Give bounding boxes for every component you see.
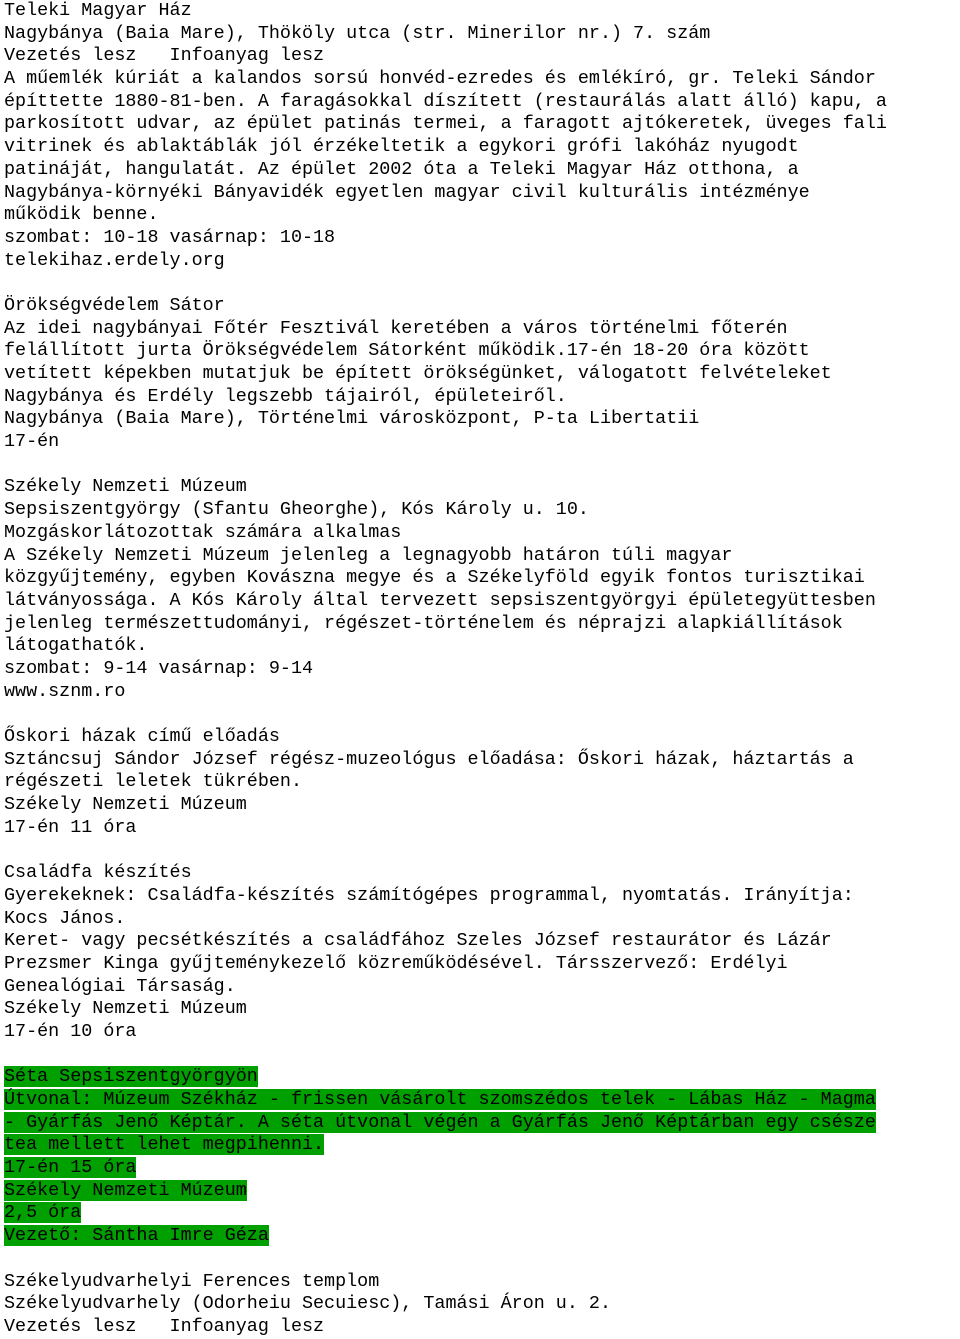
event-description: vitrinek és ablaktáblák jól érzékeltetik a egykori grófi lakóház nyugodt — [4, 136, 799, 158]
event-info: Vezetés lesz Infoanyag lesz — [4, 1315, 325, 1337]
spacer — [4, 272, 960, 295]
event-duration — [4, 1202, 960, 1225]
event-website: telekihaz.erdely.org — [4, 249, 225, 271]
event-seta-sepsiszentgyorgyon — [4, 1066, 960, 1248]
event-description: régészeti leletek tükrében. — [4, 771, 302, 793]
event-oroksegvedelem-sator — [4, 295, 960, 454]
highlighted-text: - Gyárfás Jenő Képtár. A séta útvonal végén a Gyárfás Jenő Képtárban egy csésze — [4, 1111, 876, 1133]
event-title: Őskori házak című előadás — [4, 726, 280, 747]
highlighted-text: Útvonal: Múzeum Székház - frissen vásárolt szomszédos telek - Lábas Ház - Magma — [4, 1089, 876, 1110]
event-address: Nagybánya (Baia Mare), Történelmi városközpont, P-ta Libertatii — [4, 408, 700, 430]
event-hours: szombat: 10-18 vasárnap: 10-18 — [4, 226, 336, 248]
event-date: 17-én — [4, 431, 60, 453]
event-description: Genealógiai Társaság. — [4, 975, 236, 997]
event-venue — [4, 1180, 960, 1203]
event-szekely-nemzeti-muzeum — [4, 476, 960, 703]
highlighted-text: Vezető: Sántha Imre Géza — [4, 1225, 269, 1247]
event-accessibility: Mozgáskorlátozottak számára alkalmas — [4, 521, 402, 543]
event-date: 17-én 11 óra — [4, 816, 137, 838]
spacer — [4, 703, 960, 726]
spacer — [4, 839, 960, 862]
event-description: Gyerekeknek: Családfa-készítés számítógépes programmal, nyomtatás. Irányítja: — [4, 884, 854, 906]
event-title: Teleki Magyar Ház — [4, 0, 192, 21]
highlighted-text: Séta Sepsiszentgyörgyön — [4, 1066, 258, 1088]
highlighted-text: 17-én 15 óra — [4, 1157, 137, 1179]
event-route — [4, 1112, 960, 1135]
event-ferences-templom — [4, 1271, 960, 1339]
event-hours: szombat: 9-14 vasárnap: 9-14 — [4, 657, 314, 679]
event-description: jelenleg természettudományi, régészet-történelem és néprajzi alapkiállítások — [4, 612, 843, 634]
event-title: Örökségvédelem Sátor — [4, 294, 225, 316]
event-teleki-magyar-haz — [4, 0, 960, 272]
event-description: építtette 1880-81-ben. A faragásokkal díszített (restaurálás alatt álló) kapu, a — [4, 90, 887, 112]
event-description: Nagybánya és Erdély legszebb tájairól, épületeiről. — [4, 385, 567, 407]
event-address: Székelyudvarhely (Odorheiu Secuiesc), Tamási Áron u. 2. — [4, 1293, 611, 1315]
event-description: Nagybánya-környéki Bányavidék egyetlen magyar civil kulturális intézménye — [4, 181, 810, 203]
event-info: Vezetés lesz Infoanyag lesz — [4, 45, 325, 67]
event-description: közgyűjtemény, egyben Kovászna megye és a Székelyföld egyik fontos turisztikai — [4, 567, 865, 589]
spacer — [4, 454, 960, 477]
event-description: A műemlék kúriát a kalandos sorsú honvéd-ezredes és emlékíró, gr. Teleki Sándor — [4, 68, 876, 90]
event-website: www.sznm.ro — [4, 680, 126, 702]
highlighted-text: tea mellett lehet megpihenni. — [4, 1134, 325, 1156]
event-description: Keret- vagy pecsétkészítés a családfához Szeles József restaurátor és Lázár — [4, 930, 832, 952]
event-venue: Székely Nemzeti Múzeum — [4, 794, 247, 816]
event-guide — [4, 1225, 960, 1248]
event-title: Székelyudvarhelyi Ferences templom — [4, 1270, 380, 1292]
highlighted-text: Székely Nemzeti Múzeum — [4, 1179, 247, 1201]
event-route — [4, 1134, 960, 1157]
event-description: Az idei nagybányai Főtér Fesztivál keretében a város történelmi főterén — [4, 317, 788, 339]
event-description: felállított jurta Örökségvédelem Sátorként működik.17-én 18-20 óra között — [4, 340, 810, 362]
spacer — [4, 1044, 960, 1067]
spacer — [4, 1248, 960, 1271]
event-description: Kocs János. — [4, 907, 126, 929]
event-description: A Székely Nemzeti Múzeum jelenleg a legnagyobb határon túli magyar — [4, 544, 733, 566]
event-description: működik benne. — [4, 204, 159, 226]
event-description: látogathatók. — [4, 635, 148, 657]
event-oskori-hazak — [4, 726, 960, 839]
highlighted-text: 2,5 óra — [4, 1202, 82, 1224]
event-description: parkosított udvar, az épület patinás termei, a faragott ajtókeretek, üveges fali — [4, 113, 887, 135]
event-title — [4, 1066, 960, 1089]
event-date: 17-én 10 óra — [4, 1020, 137, 1042]
event-description: Sztáncsuj Sándor József régész-muzeológus előadása: Őskori házak, háztartás a — [4, 748, 854, 770]
event-address: Nagybánya (Baia Mare), Thököly utca (str. Minerilor nr.) 7. szám — [4, 22, 711, 44]
event-route — [4, 1089, 960, 1112]
event-description: látványossága. A Kós Károly által tervezett sepsiszentgyörgyi épületegyüttesben — [4, 589, 876, 611]
event-csaladfa-keszites — [4, 862, 960, 1044]
event-title: Székely Nemzeti Múzeum — [4, 476, 247, 498]
event-date — [4, 1157, 960, 1180]
event-description: patináját, hangulatát. Az épület 2002 óta a Teleki Magyar Ház otthona, a — [4, 158, 799, 180]
event-description: Prezsmer Kinga gyűjteménykezelő közreműködésével. Társszervező: Erdélyi — [4, 952, 788, 974]
event-address: Sepsiszentgyörgy (Sfantu Gheorghe), Kós Károly u. 10. — [4, 499, 589, 521]
event-description: vetített képekben mutatjuk be épített örökségünket, válogatott felvételeket — [4, 363, 832, 384]
event-title: Családfa készítés — [4, 862, 192, 884]
event-venue: Székely Nemzeti Múzeum — [4, 998, 247, 1020]
